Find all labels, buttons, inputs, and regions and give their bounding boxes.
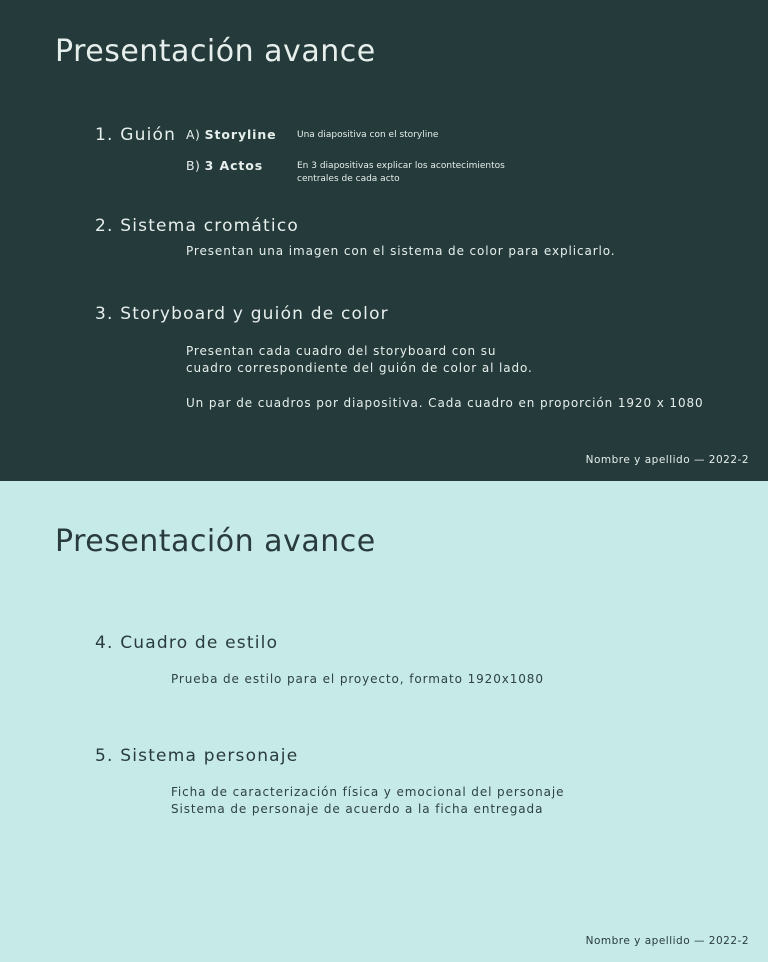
section-heading-sistema-cromatico: 2. Sistema cromático — [95, 216, 299, 236]
text-line: Ficha de caracterización física y emocional del personaje — [171, 785, 565, 799]
desc-line: centrales de cada acto — [297, 174, 400, 184]
section-heading-storyboard: 3. Storyboard y guión de color — [95, 304, 389, 324]
item-prefix: B) — [186, 158, 205, 173]
section-heading-cuadro-estilo: 4. Cuadro de estilo — [95, 633, 279, 653]
item-3-actos-desc — [297, 160, 505, 186]
item-3-actos — [186, 158, 263, 173]
section-heading-sistema-personaje: 5. Sistema personaje — [95, 746, 299, 766]
item-prefix: A) — [186, 127, 205, 142]
item-label: 3 Actos — [204, 158, 264, 173]
section-text-sistema-cromatico: Presentan una imagen con el sistema de color para explicarlo. — [186, 244, 616, 258]
section-note-storyboard: Un par de cuadros por diapositiva. Cada cuadro en proporción 1920 x 1080 — [186, 396, 704, 410]
slide-2 — [0, 481, 768, 962]
item-storyline-desc: Una diapositiva con el storyline — [297, 130, 439, 140]
section-text-cuadro-estilo: Prueba de estilo para el proyecto, formato 1920x1080 — [171, 672, 544, 686]
text-line: Presentan cada cuadro del storyboard con su — [186, 344, 497, 358]
slide-title: Presentación avance — [55, 34, 376, 69]
section-heading-guion: 1. Guión — [95, 125, 177, 145]
text-line: cuadro correspondiente del guión de color al lado. — [186, 361, 533, 375]
desc-line: En 3 diapositivas explicar los acontecimientos — [297, 161, 505, 171]
text-line: Sistema de personaje de acuerdo a la ficha entregada — [171, 802, 544, 816]
section-text-storyboard — [186, 343, 533, 377]
slide-title: Presentación avance — [55, 524, 376, 559]
slide-footer: Nombre y apellido — 2022-2 — [585, 935, 749, 947]
section-text-sistema-personaje — [171, 784, 564, 818]
item-label: Storyline — [204, 127, 277, 142]
item-storyline — [186, 127, 277, 142]
slide-footer: Nombre y apellido — 2022-2 — [585, 454, 749, 466]
